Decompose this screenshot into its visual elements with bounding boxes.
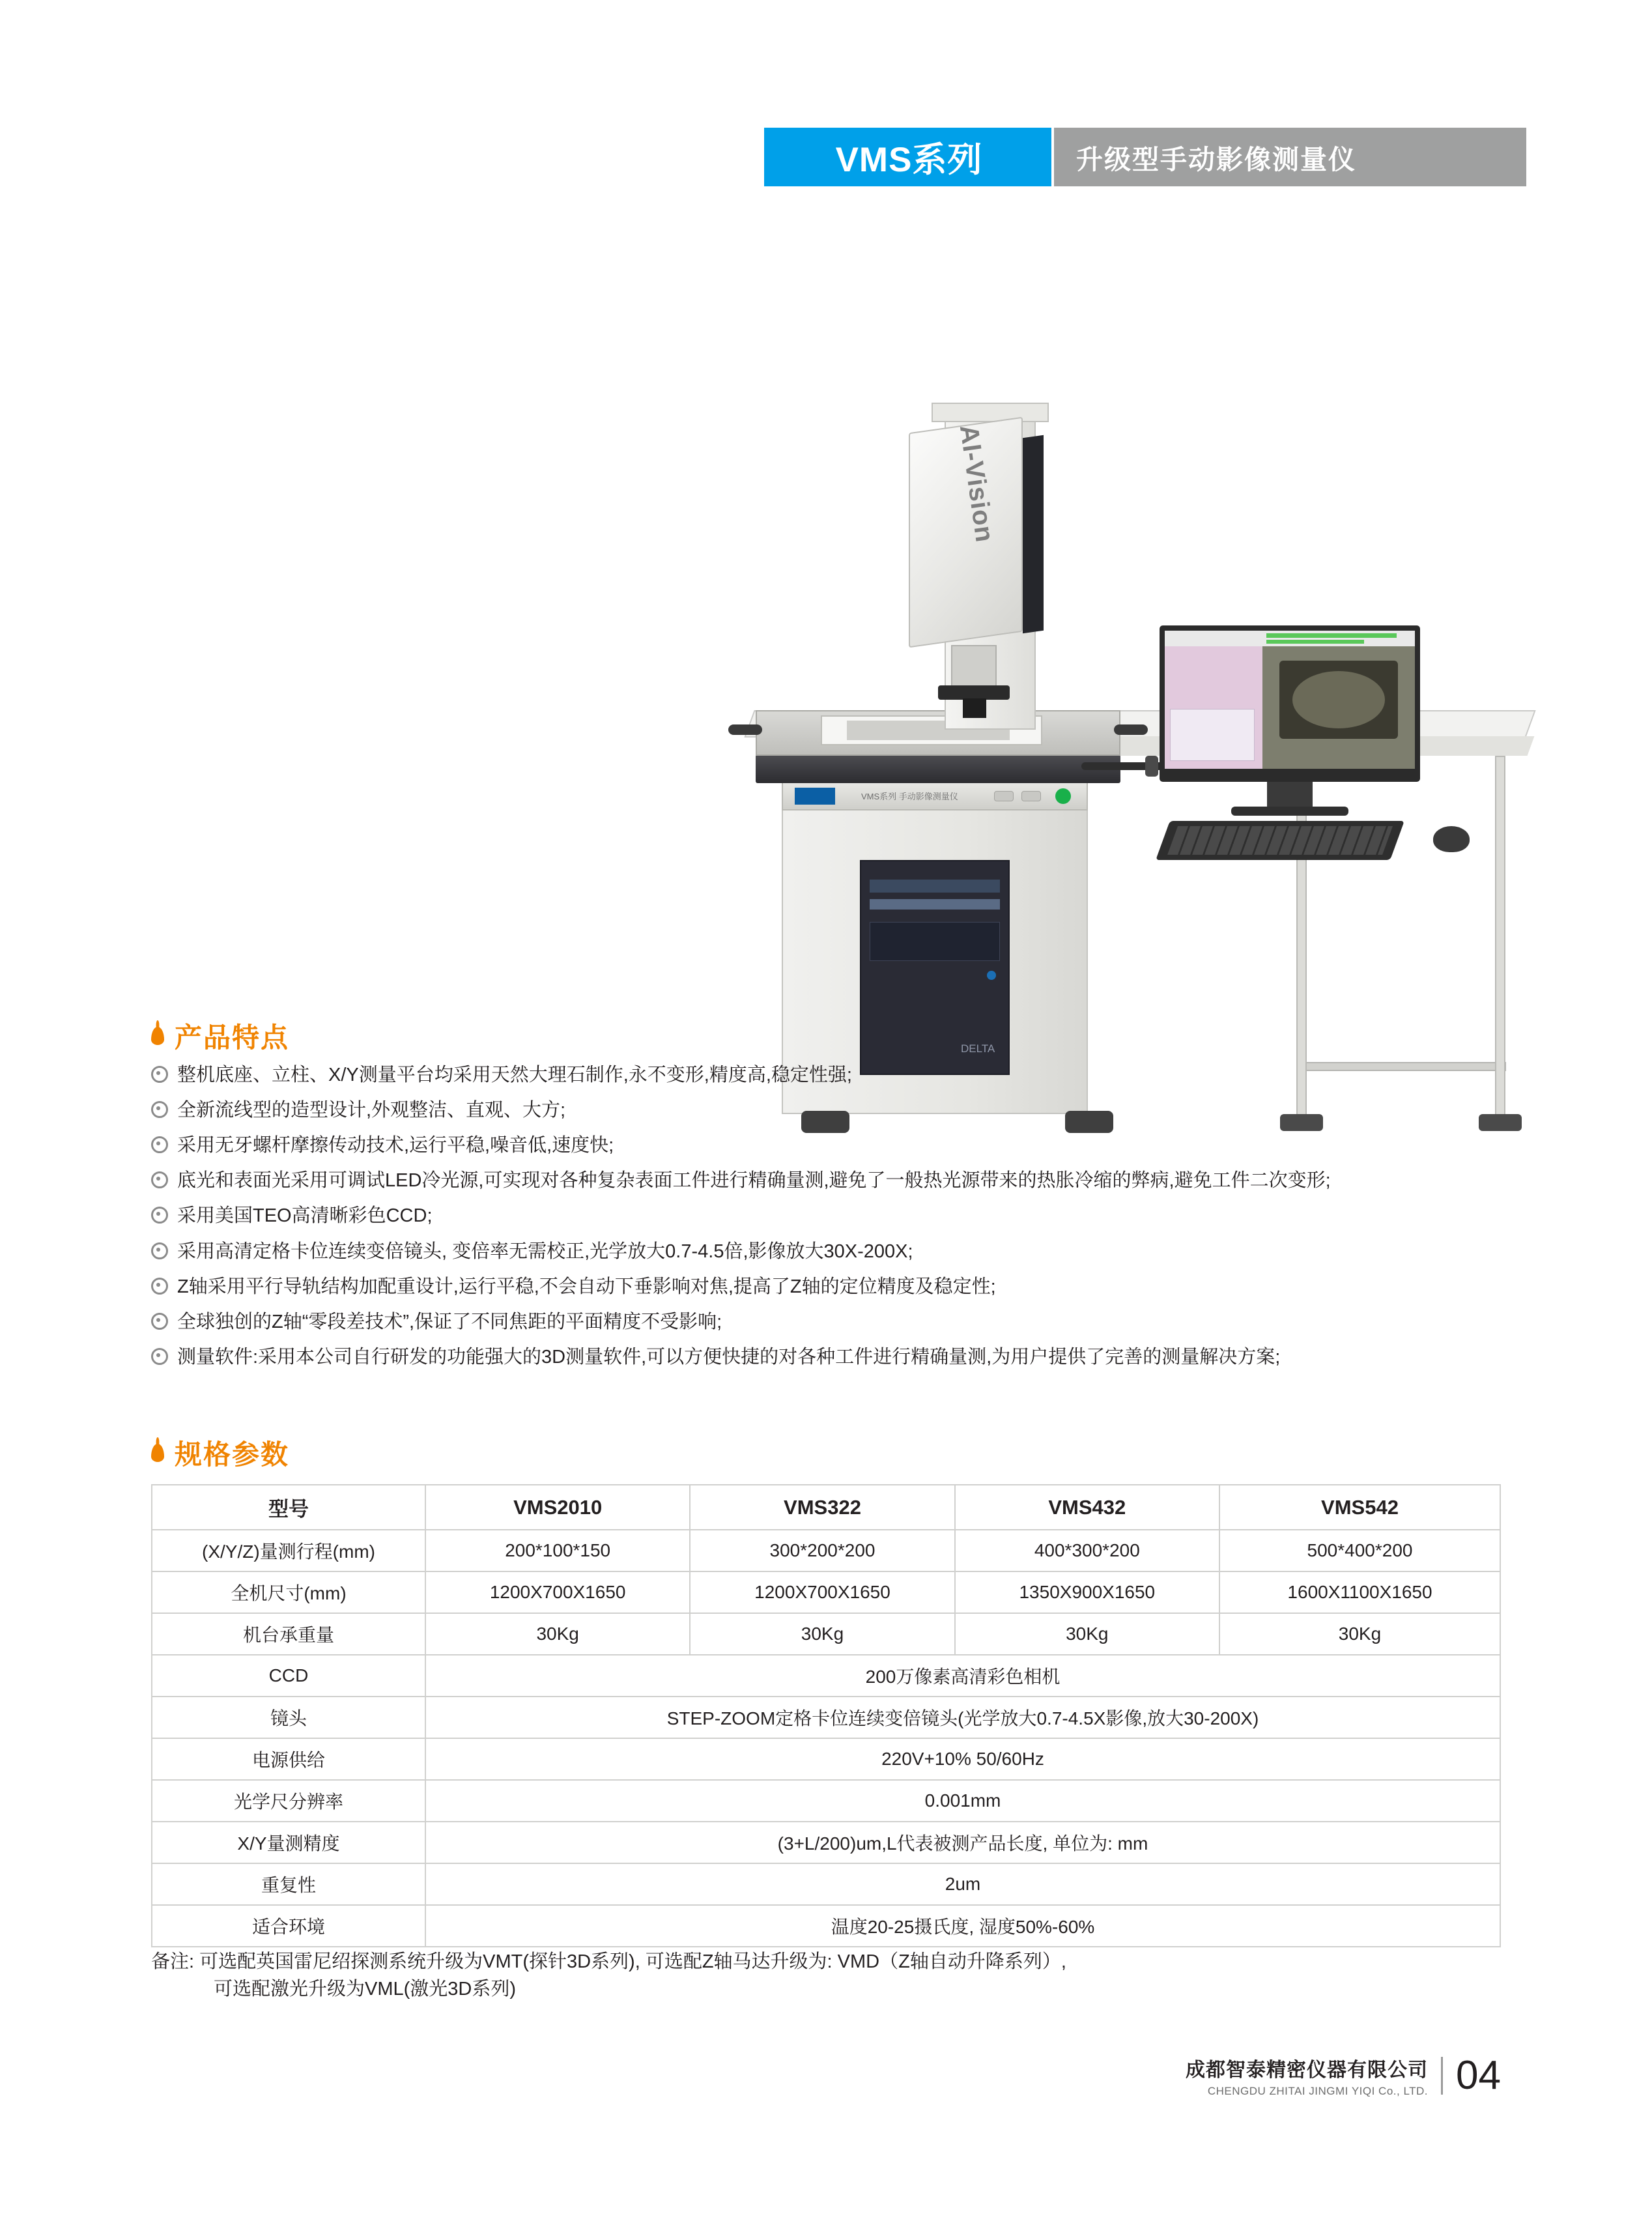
- table-header-cell: VMS2010: [425, 1485, 690, 1530]
- specifications-table: [151, 1484, 1501, 1947]
- list-item: [151, 1345, 1519, 1369]
- list-item: [151, 1134, 1519, 1158]
- table-cell: 30Kg: [690, 1613, 954, 1655]
- specs-section-heading: [151, 1433, 289, 1472]
- table-row-label: 重复性: [152, 1863, 425, 1905]
- table-cell: 300*200*200: [690, 1530, 954, 1571]
- table-row-label: X/Y量测精度: [152, 1822, 425, 1863]
- list-item: [151, 1169, 1519, 1193]
- table-row: [152, 1655, 1500, 1697]
- table-row-label: CCD: [152, 1655, 425, 1697]
- ring-bullet-icon: [151, 1171, 168, 1188]
- tower-panel-mid: [870, 899, 1000, 910]
- table-footnote: [151, 1948, 1519, 2003]
- stage-knob-left: [728, 724, 762, 735]
- table-cell: 2um: [425, 1863, 1500, 1905]
- feature-text: 整机底座、立柱、X/Y测量平台均采用天然大理石制作,永不变形,精度高,稳定性强;: [177, 1065, 852, 1085]
- monitor-stand: [1267, 782, 1313, 809]
- ring-bullet-icon: [151, 1348, 168, 1365]
- table-row-label: 光学尺分辨率: [152, 1780, 425, 1822]
- footer-divider: [1441, 2057, 1443, 2095]
- table-cell: 500*400*200: [1219, 1530, 1500, 1571]
- list-item: [151, 1204, 1519, 1228]
- table-row: [152, 1822, 1500, 1863]
- water-drop-icon: [151, 1027, 164, 1045]
- header-subtitle-block: [1054, 128, 1526, 186]
- table-cell: 200*100*150: [425, 1530, 690, 1571]
- table-cell: 30Kg: [1219, 1613, 1500, 1655]
- table-cell: 200万像素高清彩色相机: [425, 1655, 1500, 1697]
- table-row-label: 适合环境: [152, 1905, 425, 1947]
- page-header-banner: [764, 128, 1526, 186]
- list-item: [151, 1098, 1519, 1123]
- software-data-table: [1170, 709, 1255, 761]
- table-row: [152, 1697, 1500, 1738]
- lens-barrel: [963, 698, 986, 718]
- company-name-en: CHENGDU ZHITAI JINGMI YIQI Co., LTD.: [1207, 2084, 1429, 2097]
- list-item: [151, 1310, 1519, 1334]
- optical-head-dark-strip: [1023, 435, 1044, 633]
- feature-text: 全新流线型的造型设计,外观整洁、直观、大方;: [177, 1100, 566, 1121]
- table-row: [152, 1863, 1500, 1905]
- table-row-label: (X/Y/Z)量测行程(mm): [152, 1530, 425, 1571]
- table-row: [152, 1905, 1500, 1947]
- ring-bullet-icon: [151, 1278, 168, 1295]
- table-header-row: [152, 1485, 1500, 1530]
- software-green-bar-2: [1266, 640, 1364, 644]
- table-row: [152, 1738, 1500, 1780]
- machine-button-1: [1021, 791, 1041, 801]
- granite-base: [756, 754, 1120, 783]
- monitor-screen: [1165, 631, 1415, 769]
- machine-button-2: [994, 791, 1014, 801]
- machine-power-indicator: [1055, 788, 1071, 804]
- company-name-cn: 成都智泰精密仪器有限公司: [1186, 2059, 1429, 2081]
- table-cell: 400*300*200: [955, 1530, 1219, 1571]
- table-row: [152, 1613, 1500, 1655]
- table-cell: 1600X1100X1650: [1219, 1571, 1500, 1613]
- table-row: [152, 1780, 1500, 1822]
- feature-text: 采用高清定格卡位连续变倍镜头, 变倍率无需校正,光学放大0.7-4.5倍,影像放大30X-200X;: [177, 1240, 913, 1262]
- ring-bullet-icon: [151, 1066, 168, 1083]
- feature-text: 底光和表面光采用可调试LED冷光源,可实现对各种复杂表面工件进行精确量测,避免了一般热光源带来的热胀冷缩的弊病,避免工件二次变形;: [177, 1170, 1331, 1192]
- table-row: [152, 1571, 1500, 1613]
- monitor-base: [1231, 807, 1348, 816]
- table-cell: 30Kg: [425, 1613, 690, 1655]
- feature-text: 采用无牙螺杆摩擦传动技术,运行平稳,噪音低,速度快;: [177, 1135, 614, 1156]
- feature-text: 全球独创的Z轴“零段差技术”,保证了不同焦距的平面精度不受影响;: [177, 1311, 722, 1332]
- tower-panel-top: [870, 880, 1000, 893]
- feature-text: 测量软件:采用本公司自行研发的功能强大的3D测量软件,可以方便快捷的对各种工件进行精确量测,为用户提供了完善的测量解决方案;: [177, 1346, 1281, 1368]
- column-cap: [932, 403, 1049, 422]
- ring-bullet-icon: [151, 1242, 168, 1259]
- machine-model-label: VMS系列 手动影像测量仪: [861, 792, 958, 801]
- table-cell: 1200X700X1650: [425, 1571, 690, 1613]
- company-block: [1186, 2054, 1428, 2098]
- table-row-label: 机台承重量: [152, 1613, 425, 1655]
- features-section-heading: [151, 1016, 289, 1055]
- features-list: [151, 1063, 1519, 1381]
- stage-knob-right: [1114, 724, 1148, 735]
- table-header-cell: VMS542: [1219, 1485, 1500, 1530]
- water-drop-icon: [151, 1444, 164, 1462]
- stage-handle-knob: [1145, 756, 1158, 777]
- keyboard-keys: [1167, 826, 1393, 855]
- table-cell: 温度20-25摄氏度, 湿度50%-60%: [425, 1905, 1500, 1947]
- list-item: [151, 1063, 1519, 1087]
- table-cell: STEP-ZOOM定格卡位连续变倍镜头(光学放大0.7-4.5X影像,放大30-200X): [425, 1697, 1500, 1738]
- specs-title: 规格参数: [175, 1439, 290, 1470]
- software-green-bar-1: [1266, 633, 1397, 638]
- machine-brand-logo: [795, 788, 835, 805]
- feature-text: Z轴采用平行导轨结构加配重设计,运行平稳,不会自动下垂影响对焦,提高了Z轴的定位精度及稳定性;: [177, 1276, 996, 1297]
- table-cell: 1200X700X1650: [690, 1571, 954, 1613]
- features-title: 产品特点: [175, 1022, 290, 1053]
- tower-panel-bottom: [870, 922, 1000, 961]
- header-subtitle: 升级型手动影像测量仪: [1076, 144, 1356, 175]
- table-cell: 220V+10% 50/60Hz: [425, 1738, 1500, 1780]
- footnote-line-1: 备注: 可选配英国雷尼绍探测系统升级为VMT(探针3D系列), 可选配Z轴马达升级为: VMD（Z轴自动升降系列）,: [151, 1951, 1066, 1972]
- table-cell: 1350X900X1650: [955, 1571, 1219, 1613]
- tower-brand-label: DELTA: [961, 1042, 995, 1055]
- table-header-cell: VMS322: [690, 1485, 954, 1530]
- lens-mount: [951, 645, 997, 691]
- page-footer: [1186, 2052, 1501, 2099]
- table-row-label: 电源供给: [152, 1738, 425, 1780]
- table-row: [152, 1530, 1500, 1571]
- optical-head-logo: AI-Vision: [954, 423, 999, 545]
- ring-bullet-icon: [151, 1207, 168, 1224]
- machine-control-band: [782, 781, 1088, 810]
- table-cell: (3+L/200)um,L代表被测产品长度, 单位为: mm: [425, 1822, 1500, 1863]
- tower-power-led: [987, 971, 996, 980]
- footnote-line-2: 可选配激光升级为VML(激光3D系列): [214, 1979, 517, 2000]
- feature-text: 采用美国TEO高清晰彩色CCD;: [177, 1205, 433, 1227]
- lens-ring-light: [938, 685, 1010, 700]
- table-cell: 0.001mm: [425, 1780, 1500, 1822]
- mouse: [1433, 826, 1470, 852]
- table-row-label: 全机尺寸(mm): [152, 1571, 425, 1613]
- table-row-label: 镜头: [152, 1697, 425, 1738]
- page-number: 04: [1456, 2053, 1501, 2098]
- table-header-cell: 型号: [152, 1485, 425, 1530]
- product-photo: [365, 195, 1309, 1055]
- ring-bullet-icon: [151, 1136, 168, 1153]
- header-series-title: VMS系列: [835, 141, 983, 179]
- table-header-cell: VMS432: [955, 1485, 1219, 1530]
- software-specimen-detail: [1292, 671, 1385, 728]
- list-item: [151, 1240, 1519, 1264]
- ring-bullet-icon: [151, 1101, 168, 1118]
- list-item: [151, 1275, 1519, 1299]
- ring-bullet-icon: [151, 1313, 168, 1330]
- table-cell: 30Kg: [955, 1613, 1219, 1655]
- header-series-block: [764, 128, 1054, 186]
